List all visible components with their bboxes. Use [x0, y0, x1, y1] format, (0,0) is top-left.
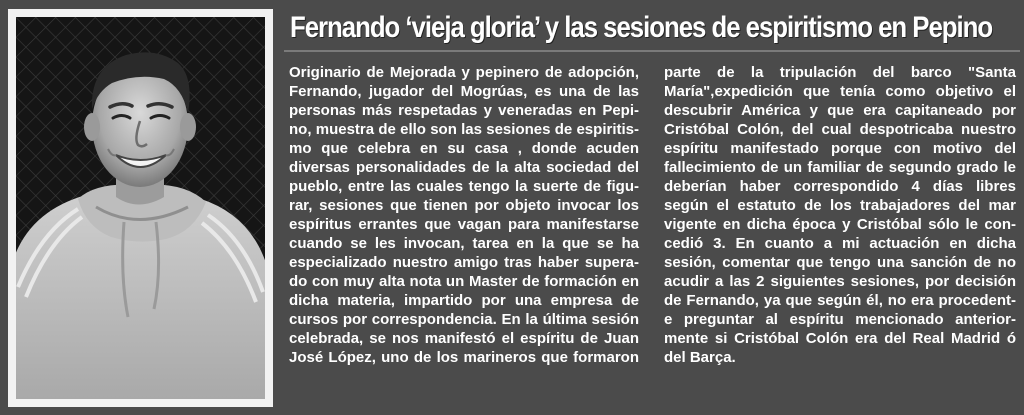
article-column-left	[289, 63, 639, 367]
text-line: especializado nuestro amigo tras haber supera-	[289, 254, 639, 271]
text-line: no, muestra de ello son las sesiones de espiritis-	[289, 121, 639, 138]
text-line: cuando se les invocan, tarea en la que se ha	[289, 235, 639, 252]
text-line: mo que celebra en su casa , donde acuden	[289, 140, 639, 157]
portrait-photo	[16, 17, 265, 399]
portrait-illustration	[16, 17, 265, 399]
text-line: cedió 3. En cuanto a mi actuación en dicha	[664, 235, 1016, 252]
text-line: de Fernando, ya que según él, no era procedent-	[664, 292, 1016, 309]
text-line: personas más respetadas y veneradas en Pepi-	[289, 102, 639, 119]
text-line: celebrada, se nos manifestó el espíritu de Juan	[289, 330, 639, 347]
text-line: según el estatuto de los trabajadores del mar	[664, 197, 1016, 214]
text-line: rar, sesiones que tienen por objeto invocar los	[289, 197, 639, 214]
photo-frame	[8, 9, 273, 407]
text-line: parte de la tripulación del barco "Santa	[664, 64, 1016, 81]
text-line: espíritu manifestado porque con motivo del	[664, 140, 1016, 157]
text-line: Fernando, jugador del Mogrúas, es una de las	[289, 83, 639, 100]
text-line: acudir a las 2 siguientes sesiones, por decisión	[664, 273, 1016, 290]
text-line: cursos por correspondencia. En la última sesión	[289, 311, 639, 328]
text-line: Cristóbal Colón, del cual despotricaba nuestro	[664, 121, 1016, 138]
text-line: diversas personalidades de la alta sociedad del	[289, 159, 639, 176]
text-line: descubrir América y que era capitaneado por	[664, 102, 1016, 119]
text-line: pueblo, entre las cuales tengo la suerte de figu-	[289, 178, 639, 195]
text-line: espíritus errantes que vagan para manifestarse	[289, 216, 639, 233]
headline-divider	[284, 50, 1020, 52]
text-line: vigente en dicha época y Cristóbal sólo le con-	[664, 216, 1016, 233]
text-line: Originario de Mejorada y pepinero de adopción,	[289, 64, 639, 81]
text-line: do con muy alta nota un Master de formación en	[289, 273, 639, 290]
text-line: sesión, comentar que tengo una sanción de no	[664, 254, 1016, 271]
text-line: José López, uno de los marineros que formaron	[289, 349, 639, 366]
text-line: fallecimiento de un familiar de segundo grado le	[664, 159, 1016, 176]
article-headline: Fernando ‘vieja gloria’ y las sesiones de espiritismo en Pepino	[290, 11, 993, 44]
text-line: María",expedición que tenía como objetivo el	[664, 83, 1016, 100]
text-line: dicha materia, impartido por una empresa de	[289, 292, 639, 309]
text-line: e preguntar al espíritu mencionado anterior-	[664, 311, 1016, 328]
text-line: mente si Cristóbal Colón era del Real Madrid ó	[664, 330, 1016, 347]
article-column-right	[664, 63, 1016, 367]
text-line: deberían haber correspondido 4 días libres	[664, 178, 1016, 195]
text-line: del Barça.	[664, 349, 736, 366]
